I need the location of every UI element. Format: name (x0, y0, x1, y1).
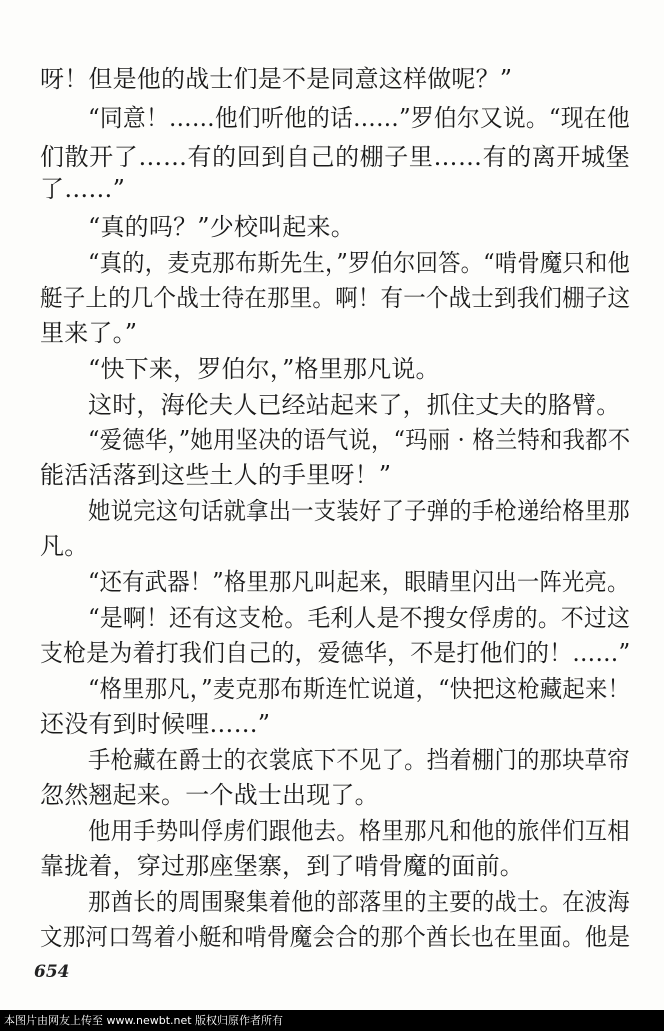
text-line: 那酋长的周围聚集着他的部落里的主要的战士。在波海 (88, 888, 630, 916)
text-line: 她说完这句话就拿出一支装好了子弹的手枪递给格里那 (88, 497, 630, 525)
text-line: 还没有到时候哩……” (40, 710, 271, 738)
text-line: 凡。 (40, 532, 89, 560)
text-line: “真的，麦克那布斯先生，”罗伯尔回答。“啃骨魔只和他 (88, 249, 631, 277)
text-line: 手枪藏在爵士的衣裳底下不见了。挡着棚门的那块草帘 (88, 746, 630, 774)
text-line: “还有武器！”格里那凡叫起来，眼睛里闪出一阵光亮。 (88, 568, 630, 596)
text-line: 支枪是为着打我们自己的，爱德华，不是打他们的！……” (40, 639, 631, 667)
text-line: 里来了。” (40, 319, 138, 347)
page-number: 654 (34, 962, 70, 982)
text-line: 忽然翘起来。一个战士出现了。 (40, 781, 379, 809)
text-line: “是啊！还有这支枪。毛利人是不搜女俘虏的。不过这 (88, 604, 631, 632)
text-line: “快下来，罗伯尔，”格里那凡说。 (88, 355, 440, 383)
text-line: 这时，海伦夫人已经站起来了，抓住丈夫的胳臂。 (88, 391, 621, 419)
text-line: 靠拢着，穿过那座堡寨，到了啃骨魔的面前。 (40, 852, 524, 880)
text-line: “同意！……他们听他的话……”罗伯尔又说。“现在他 (88, 104, 630, 132)
text-line: 能活活落到这些土人的手里呀！” (40, 461, 392, 489)
watermark-footer: 本图片由网友上传至 www.newbt.net 版权归原作者所有 (0, 1010, 664, 1031)
text-line: 文那河口驾着小艇和啃骨魔会合的那个酋长也在里面。他是 (40, 923, 631, 951)
text-line: 们散开了……有的回到自己的棚子里……有的离开城堡 (40, 143, 631, 171)
text-line: “真的吗？”少校叫起来。 (88, 213, 355, 241)
text-line: 他用手势叫俘虏们跟他去。格里那凡和他的旅伴们互相 (88, 817, 630, 845)
text-line: 呀！但是他的战士们是不是同意这样做呢？” (40, 65, 513, 93)
text-line: “爱德华，”她用坚决的语气说，“玛丽 · 格兰特和我都不 (88, 426, 631, 454)
text-line: “格里那凡，”麦克那布斯连忙说道，“快把这枪藏起来！ (88, 675, 631, 703)
text-line: 艇子上的几个战士待在那里。啊！有一个战士到我们棚子这 (40, 284, 631, 312)
text-line: 了……” (40, 175, 126, 203)
